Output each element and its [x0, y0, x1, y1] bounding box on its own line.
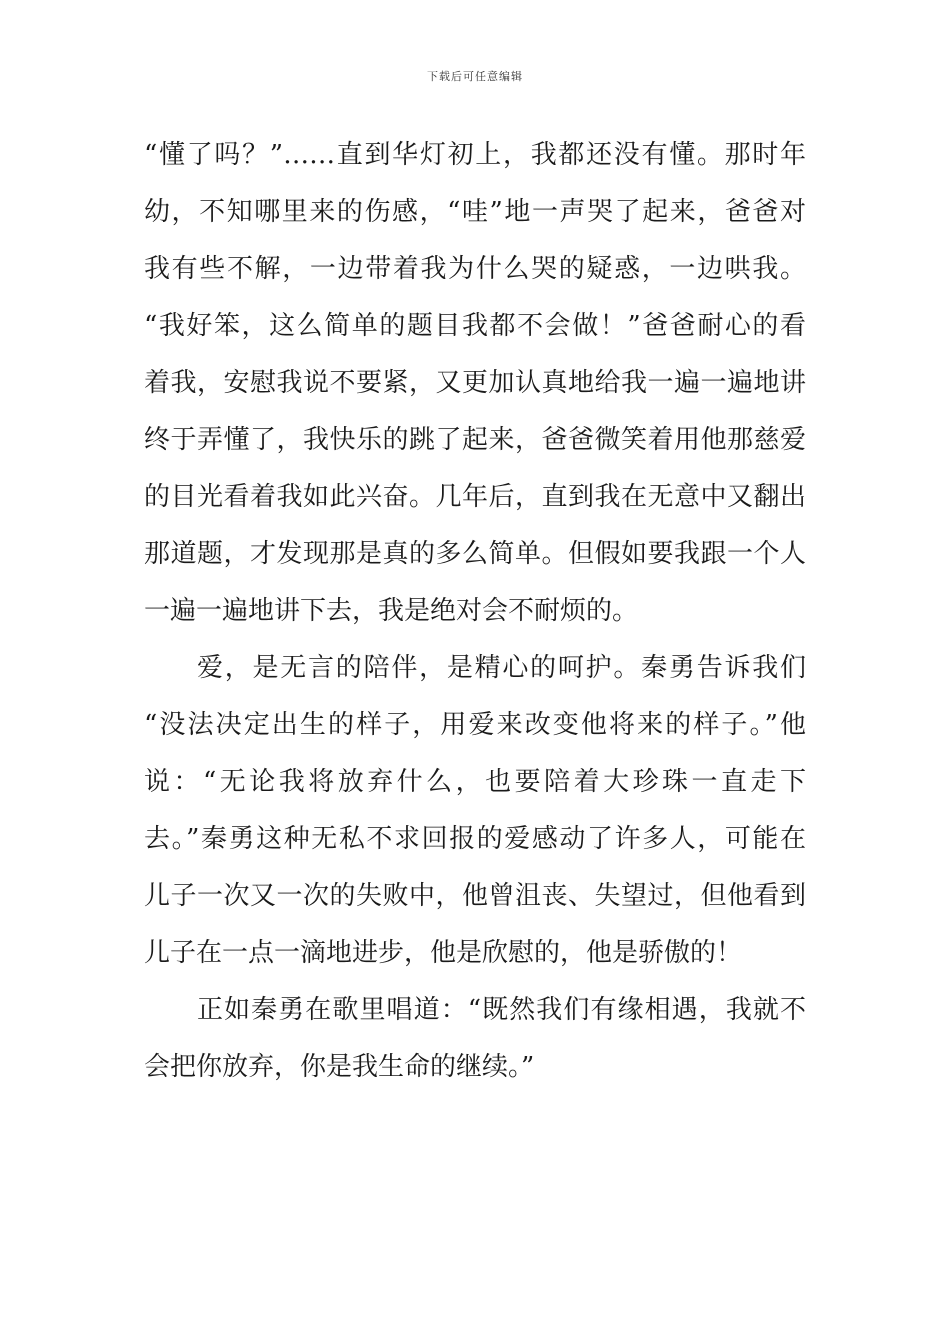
paragraph-1	[144, 127, 806, 640]
text-line: 着我，安慰我说不要紧，又更加认真地给我一遍一遍地讲	[144, 368, 806, 398]
text-line: 正如秦勇在歌里唱道：“既然我们有缘相遇，我就不	[197, 995, 806, 1025]
text-line: 儿子一次又一次的失败中，他曾沮丧、失望过，但他看到	[144, 881, 806, 911]
text-line: 去。”秦勇这种无私不求回报的爱感动了许多人，可能在	[144, 824, 806, 854]
document-body	[144, 127, 806, 1096]
text-line: 那道题，才发现那是真的多么简单。但假如要我跟一个人	[144, 539, 806, 569]
paragraph-3	[144, 982, 806, 1096]
page-header: 下载后可任意编辑	[427, 70, 523, 83]
paragraph-2	[144, 640, 806, 982]
text-line: 爱，是无言的陪伴，是精心的呵护。秦勇告诉我们	[197, 653, 806, 683]
text-line: 终于弄懂了，我快乐的跳了起来，爸爸微笑着用他那慈爱	[144, 425, 806, 455]
text-line: 儿子在一点一滴地进步，他是欣慰的，他是骄傲的！	[144, 938, 743, 968]
text-line: 我有些不解，一边带着我为什么哭的疑惑，一边哄我。	[144, 254, 806, 284]
text-line: “没法决定出生的样子，用爱来改变他将来的样子。”他	[144, 710, 806, 740]
text-line: 说：“无论我将放弃什么，也要陪着大珍珠一直走下	[144, 767, 806, 797]
text-line: 一遍一遍地讲下去，我是绝对会不耐烦的。	[144, 596, 639, 626]
text-line: “懂了吗？”……直到华灯初上，我都还没有懂。那时年	[144, 140, 806, 170]
text-line: “我好笨，这么简单的题目我都不会做！”爸爸耐心的看	[144, 311, 806, 341]
text-line: 幼，不知哪里来的伤感，“哇”地一声哭了起来，爸爸对	[144, 197, 806, 227]
text-line: 的目光看着我如此兴奋。几年后，直到我在无意中又翻出	[144, 482, 806, 512]
text-line: 会把你放弃，你是我生命的继续。”	[144, 1052, 535, 1082]
